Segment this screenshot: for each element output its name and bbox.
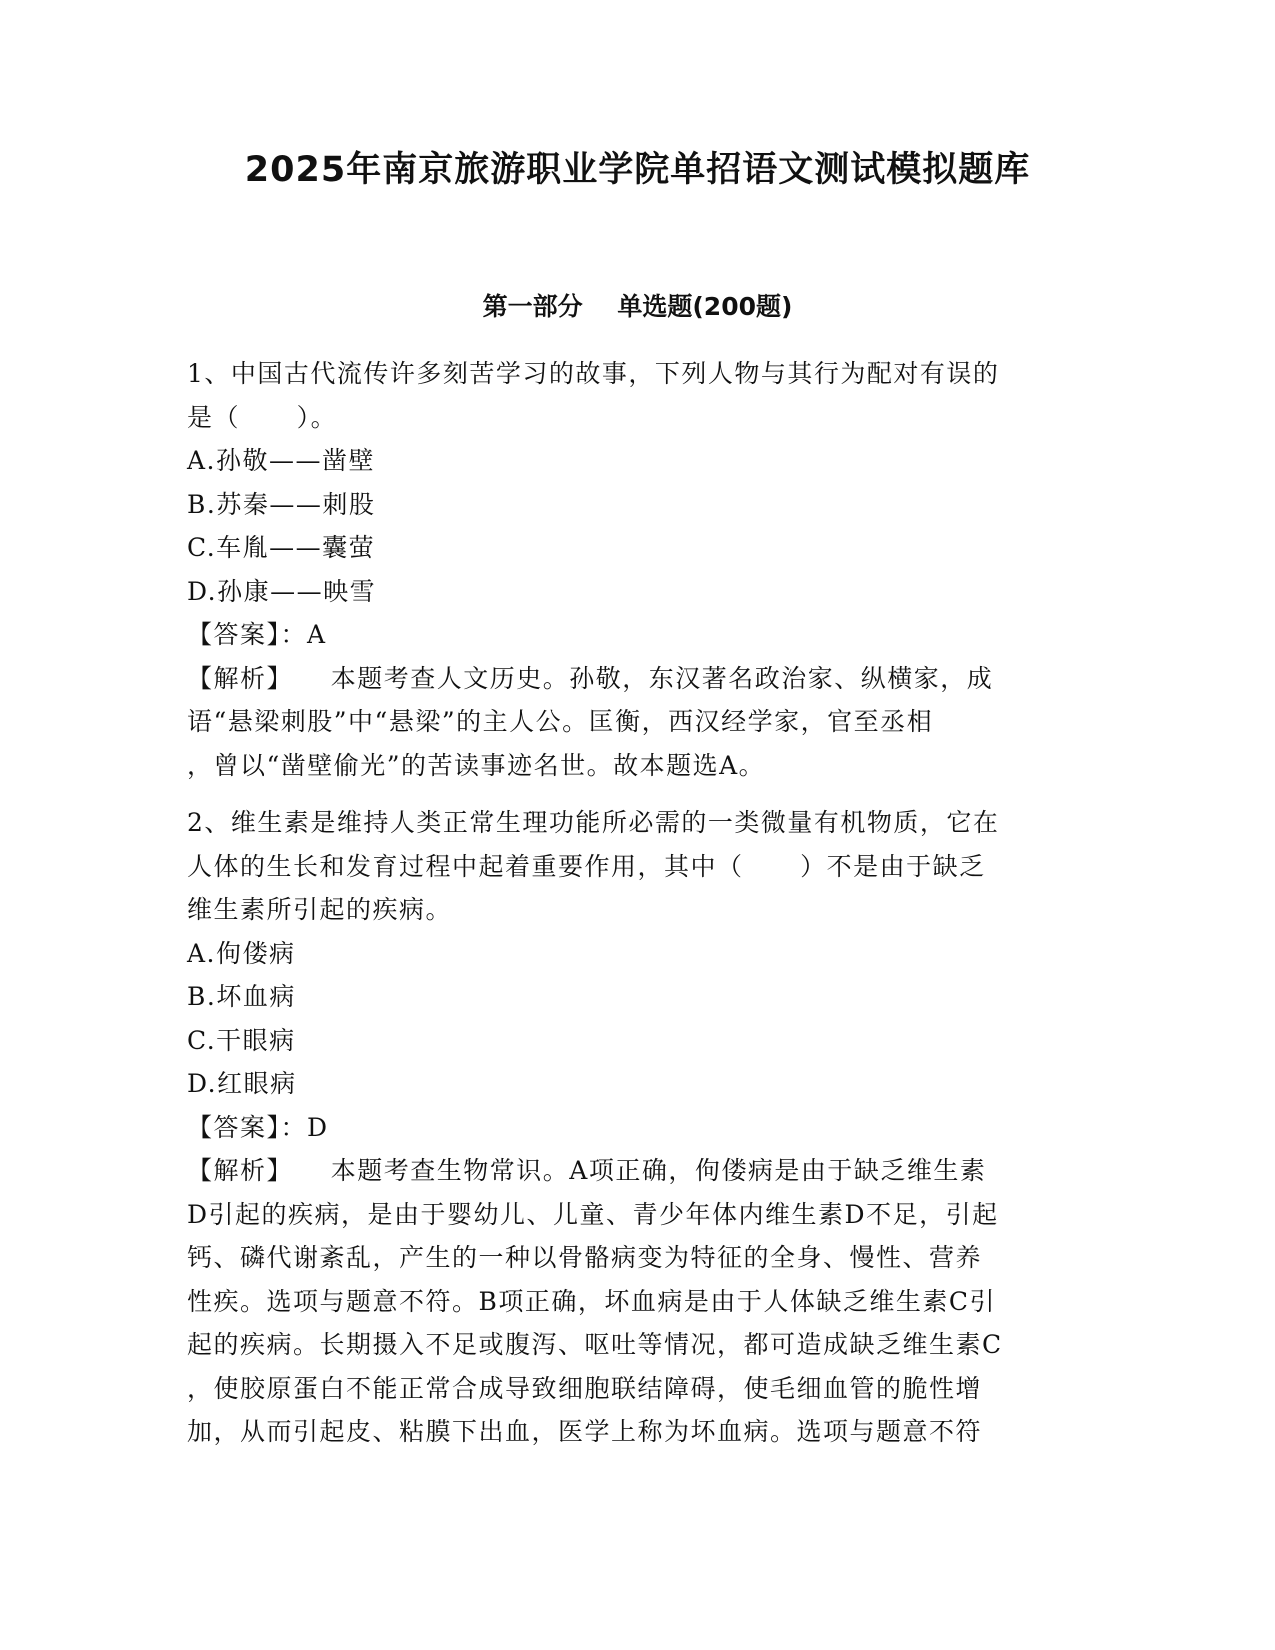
analysis-line: ，使胶原蛋白不能正常合成导致细胞联结障碍，使毛细血管的脆性增: [187, 1373, 983, 1403]
option-a: A.孙敬——凿壁: [187, 446, 376, 475]
analysis-line: 起的疾病。长期摄入不足或腹泻、呕吐等情况，都可造成缺乏维生素C: [187, 1330, 1003, 1359]
question-stem-line: 是（ ）。: [187, 402, 338, 432]
question-stem-line: 2、维生素是维持人类正常生理功能所必需的一类微量有机物质，它在: [187, 808, 1000, 837]
question-stem-line: 人体的生长和发育过程中起着重要作用，其中（ ）不是由于缺乏: [187, 851, 986, 881]
question-block: [187, 801, 1087, 1454]
question-stem-line: 维生素所引起的疾病。: [187, 895, 453, 924]
option-a: A.佝偻病: [187, 938, 296, 968]
analysis-line: 加，从而引起皮、粘膜下出血，医学上称为坏血病。选项与题意不符: [187, 1417, 983, 1446]
analysis-line: 钙、磷代谢紊乱，产生的一种以骨骼病变为特征的全身、慢性、营养: [187, 1243, 983, 1272]
analysis-line: ，曾以“凿壁偷光”的苦读事迹名世。故本题选A。: [187, 750, 766, 780]
analysis-line: D引起的疾病，是由于婴幼儿、儿童、青少年体内维生素D不足，引起: [187, 1199, 999, 1229]
question-spacer: [187, 787, 1087, 801]
analysis-line: 【解析】 本题考查人文历史。孙敬，东汉著名政治家、纵横家，成: [187, 663, 994, 693]
analysis-line: 语“悬梁刺股”中“悬梁”的主人公。匡衡，西汉经学家，官至丞相: [187, 707, 934, 736]
option-c: C.干眼病: [187, 1025, 296, 1055]
answer-line: 【答案】：A: [187, 620, 327, 649]
question-block: [187, 352, 1087, 787]
option-d: D.红眼病: [187, 1069, 297, 1098]
question-stem-line: 1、中国古代流传许多刻苦学习的故事，下列人物与其行为配对有误的: [187, 359, 1000, 388]
answer-line: 【答案】：D: [187, 1112, 329, 1142]
document-title: 2025年南京旅游职业学院单招语文测试模拟题库: [244, 150, 1031, 190]
option-c: C.车胤——囊萤: [187, 533, 376, 562]
option-b: B.苏秦——刺股: [187, 489, 376, 519]
section-title: 第一部分 单选题(200题): [482, 292, 793, 321]
analysis-line: 【解析】 本题考查生物常识。A项正确，佝偻病是由于缺乏维生素: [187, 1156, 987, 1185]
analysis-line: 性疾。选项与题意不符。B项正确，坏血病是由于人体缺乏维生素C引: [187, 1286, 997, 1316]
option-b: B.坏血病: [187, 982, 296, 1011]
option-d: D.孙康——映雪: [187, 576, 377, 606]
question-list: [187, 352, 1087, 1454]
